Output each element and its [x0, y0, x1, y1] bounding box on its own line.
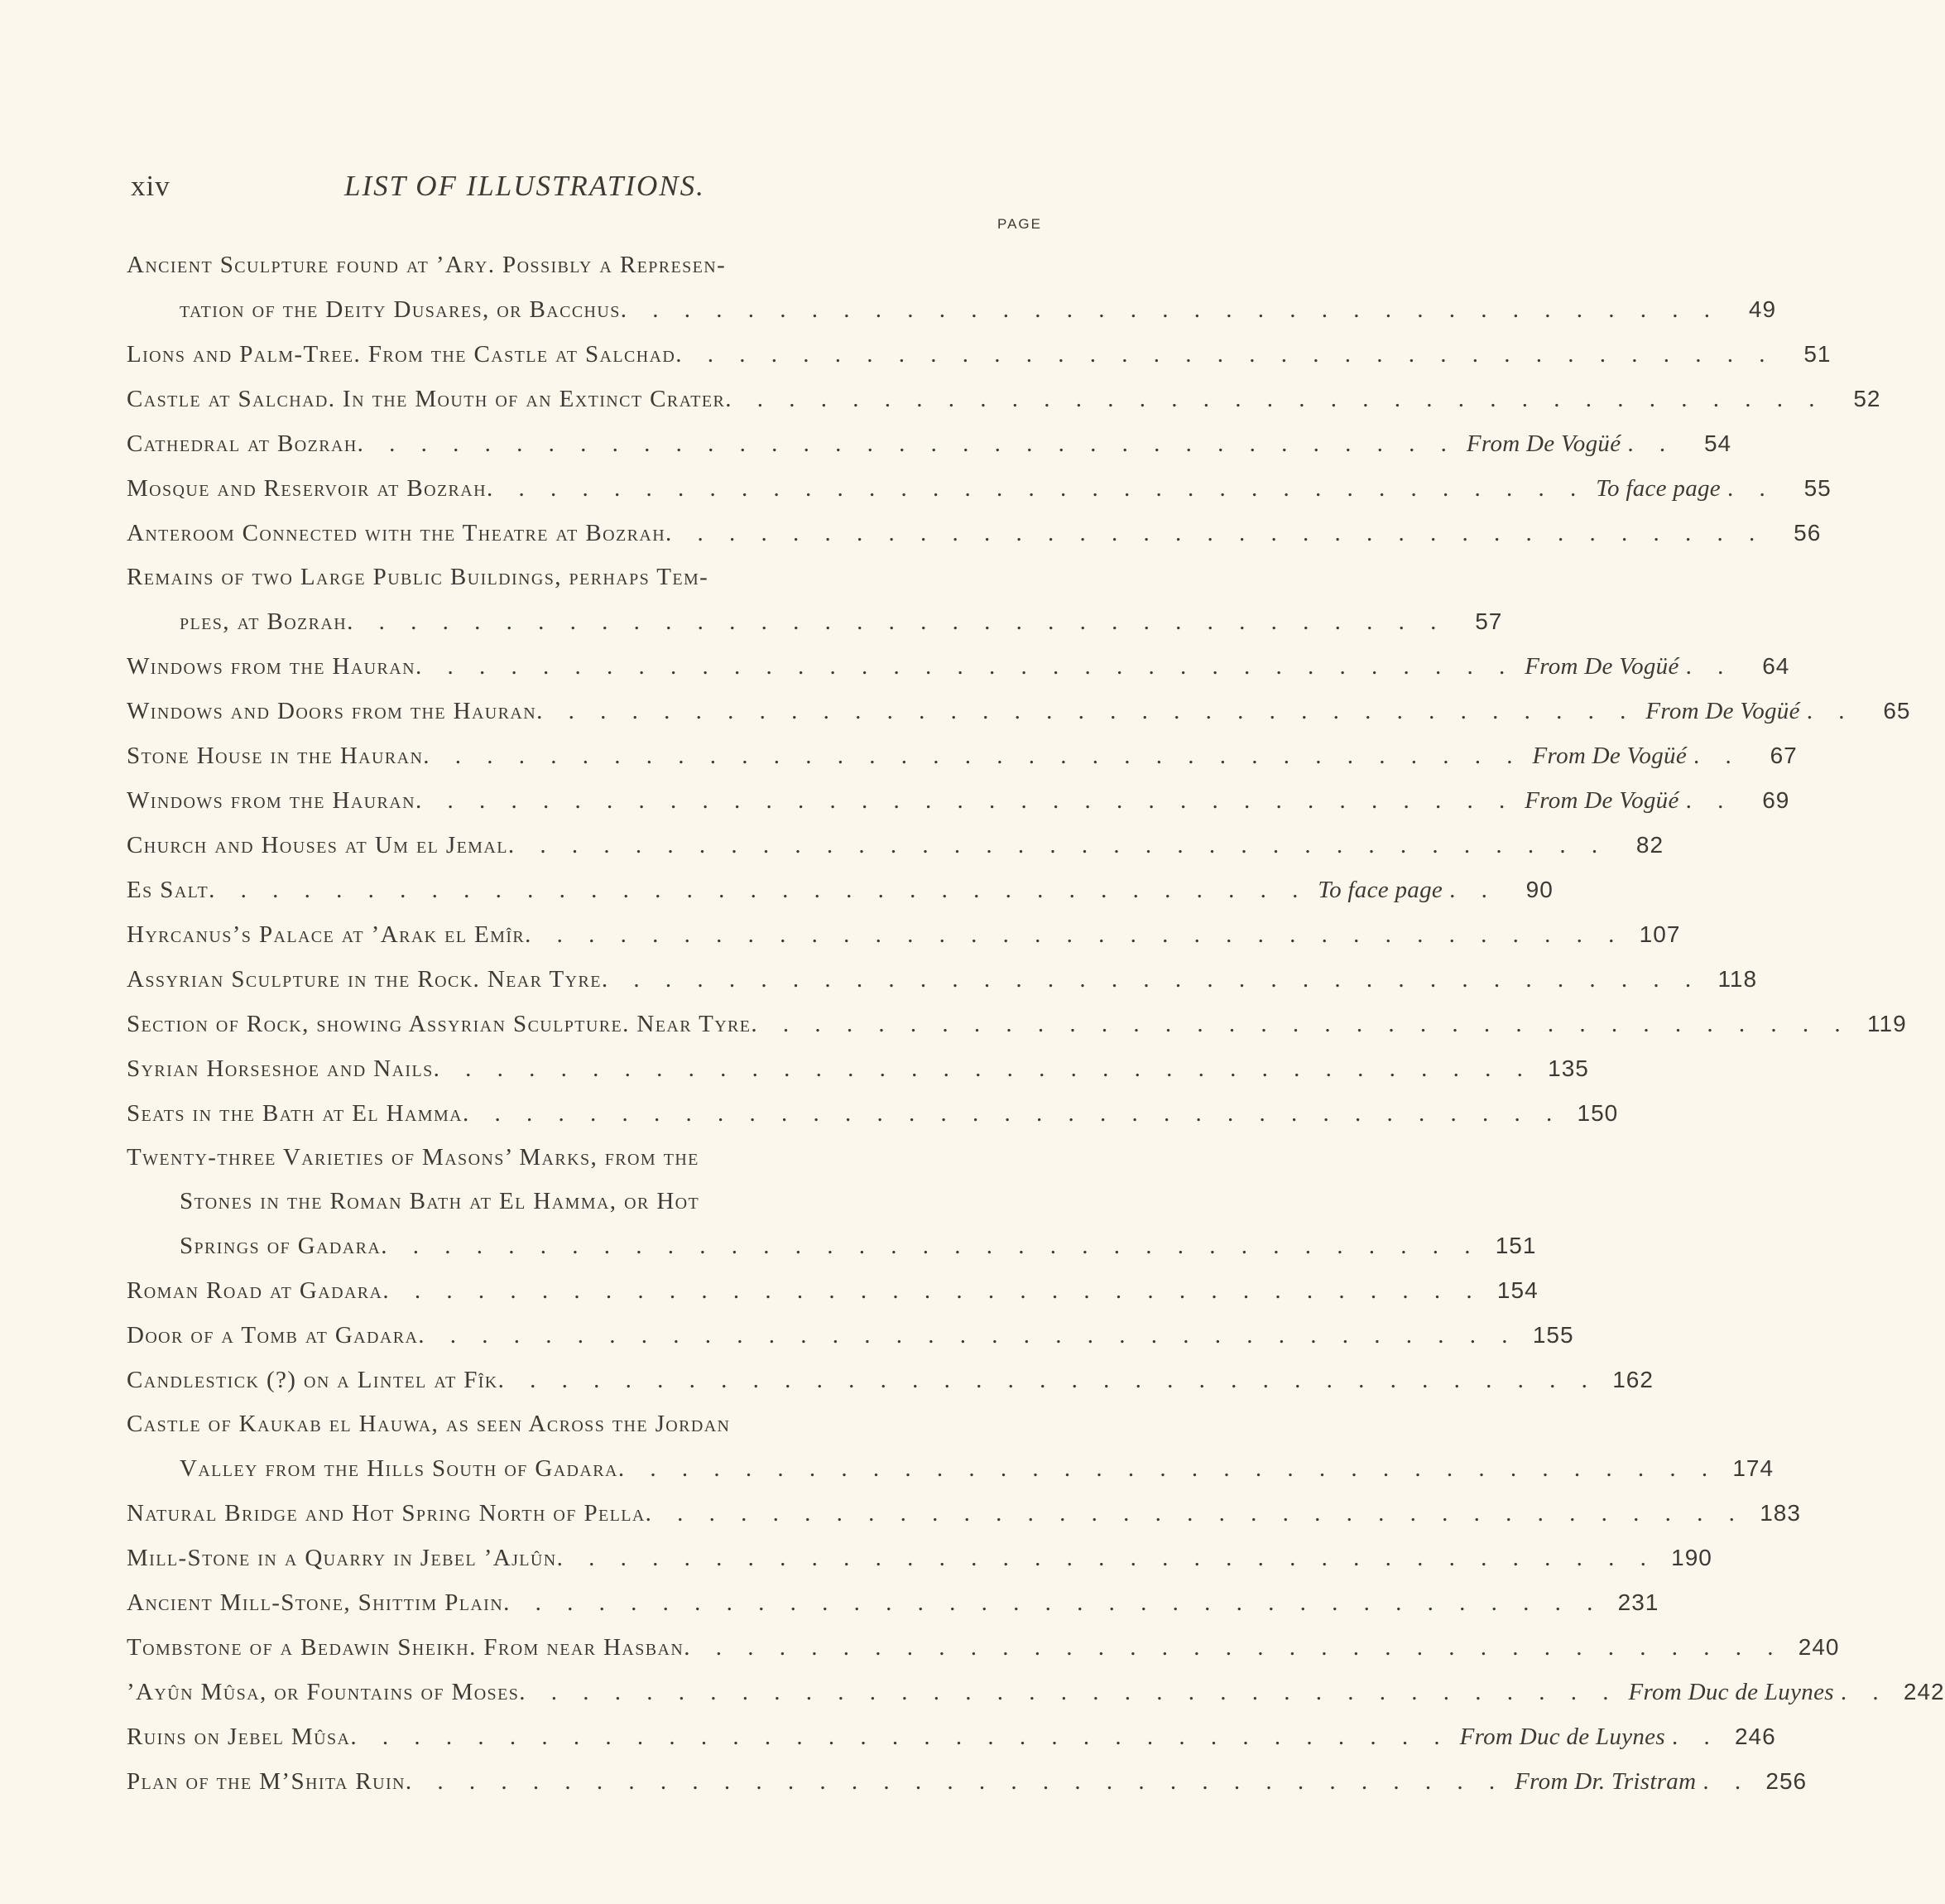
dot-leader: . .	[1685, 787, 1734, 814]
running-title: LIST OF ILLUSTRATIONS.	[344, 170, 705, 202]
entry-title: Springs of Gadara	[180, 1233, 382, 1259]
dot-leader: . . . . . . . . . . . . . . . . . . . . . . . . . . . . . . . . . . .	[350, 1724, 1450, 1750]
entry-title: ples, at Bozrah	[180, 608, 348, 635]
toc-entry-line	[127, 287, 1777, 332]
entry-title: Stone House in the Hauran	[127, 743, 424, 769]
entry-page-number: 231	[1617, 1589, 1659, 1615]
dot-leader: . . . . . . . . . . . . . . . . . . . . . . . . . . . . . . . . . . .	[665, 520, 1765, 546]
toc-entry-line	[127, 1268, 1539, 1313]
toc-entry-line	[127, 243, 1049, 287]
toc-entry-line	[127, 689, 1911, 733]
dot-leader: . .	[1685, 653, 1734, 680]
entry-source: To face page	[1596, 475, 1721, 502]
toc-entry-line	[127, 1136, 1049, 1180]
dot-leader: . . . . . . . . . . . . . . . . . . . . . . . . . . . . . . . . . . .	[617, 1455, 1718, 1482]
entry-title: Section of Rock, showing Assyrian Sculpture. Near Tyre	[127, 1011, 752, 1037]
entry-title: Mill-Stone in a Quarry in Jebel ’Ajlûn	[127, 1545, 557, 1571]
dot-leader: . . . . . . . . . . . . . . . . . . . . . . . . . . . . . . . . . . .	[519, 1679, 1619, 1705]
dot-leader: . . . . . . . . . . . . . . . . . . . . . . . . . . . . . . . . . . .	[463, 1100, 1563, 1127]
dot-leader: . .	[1693, 743, 1741, 769]
toc-entry-line	[127, 1714, 1776, 1759]
entry-page-number: 246	[1734, 1724, 1776, 1749]
entry-title: Church and Houses at Um el Jemal	[127, 832, 508, 858]
illustrations-list	[127, 243, 1945, 1804]
dot-leader: . . . . . . . . . . . . . . . . . . . . . . . . . . . . . . . . . . .	[433, 1055, 1533, 1082]
dot-leader: . . . . . . . . . . . . . . . . . . . . . . . . . . . . . . . . . . .	[675, 341, 1775, 368]
toc-entry-line	[127, 1091, 1619, 1136]
entry-title: Ancient Mill-Stone, Shittim Plain	[127, 1589, 504, 1616]
toc-entry-line	[127, 599, 1503, 644]
dot-leader: . . . . . . . . . . . . . . . . . . . . . . . . . . . . . . . . . . .	[525, 921, 1625, 948]
entry-title: Cathedral at Bozrah	[127, 430, 358, 457]
dot-leader: . . . . . . . . . . . . . . . . . . . . . . . . . . . . . . . . . . .	[645, 1500, 1745, 1527]
entry-page-number: 154	[1496, 1277, 1539, 1303]
entry-title: Stones in the Roman Bath at El Hamma, or Hot	[180, 1188, 700, 1214]
entry-title: ’Ayûn Mûsa, or Fountains of Moses	[127, 1679, 520, 1705]
toc-entry-line	[127, 1580, 1659, 1625]
entry-source: From Duc de Luynes	[1628, 1679, 1834, 1705]
toc-entry-line	[127, 733, 1798, 778]
dot-leader: . . . . . . . . . . . . . . . . . . . . . . . . . . . . . . . . . . .	[423, 743, 1523, 769]
toc-entry-line	[127, 1224, 1537, 1268]
page-header	[131, 170, 1049, 211]
entry-title: Remains of two Large Public Buildings, perhaps Tem-	[127, 564, 709, 590]
entry-page-number: 162	[1612, 1367, 1654, 1392]
dot-leader: . . . . . . . . . . . . . . . . . . . . . . . . . . . . . . . . . . .	[556, 1545, 1656, 1571]
dot-leader: . . . . . . . . . . . . . . . . . . . . . . . . . . . . . . . . . . .	[620, 296, 1721, 323]
entry-page-number: 65	[1883, 698, 1911, 724]
entry-title: Valley from the Hills South of Gadara	[180, 1455, 618, 1482]
toc-entry-line	[127, 1446, 1775, 1491]
toc-entry-line	[127, 555, 1049, 599]
entry-page-number: 69	[1762, 787, 1790, 813]
entry-page-number: 67	[1770, 743, 1798, 768]
dot-leader: . . . . . . . . . . . . . . . . . . . . . . . . . . . . . . . . . . .	[405, 1768, 1506, 1795]
folio: xiv	[131, 170, 170, 202]
entry-page-number: 190	[1671, 1545, 1712, 1570]
entry-page-number: 151	[1495, 1233, 1537, 1258]
dot-leader: . . . . . . . . . . . . . . . . . . . . . . . . . . . . . . . . . . .	[497, 1367, 1597, 1393]
entry-page-number: 135	[1548, 1055, 1589, 1081]
entry-page-number: 82	[1635, 832, 1664, 858]
toc-entry-line	[127, 912, 1681, 957]
toc-entry-line	[127, 511, 1822, 555]
dot-leader: . . . . . . . . . . . . . . . . . . . . . . . . . . . . . . . . . . .	[357, 430, 1457, 457]
dot-leader: . . . . . . . . . . . . . . . . . . . . . . . . . . . . . . . . . . .	[601, 966, 1702, 993]
dot-leader: . . . . . . . . . . . . . . . . . . . . . . . . . . . . . . . . . . .	[503, 1589, 1603, 1616]
entry-page-number: 119	[1867, 1011, 1907, 1036]
entry-title: Roman Road at Gadara	[127, 1277, 383, 1304]
entry-source: From De Vogüé	[1525, 787, 1679, 814]
toc-entry-line	[127, 1491, 1801, 1536]
dot-leader: . . . . . . . . . . . . . . . . . . . . . . . . . . . . . . . . . . .	[751, 1011, 1851, 1037]
entry-page-number: 54	[1703, 430, 1732, 456]
dot-leader: . . . . . . . . . . . . . . . . . . . . . . . . . . . . . . . . . . .	[486, 475, 1587, 502]
toc-entry-line	[127, 1046, 1589, 1091]
entry-title: tation of the Deity Dusares, or Bacchus	[180, 296, 621, 323]
toc-entry-line	[127, 868, 1554, 912]
entry-page-number: 242	[1903, 1679, 1945, 1704]
toc-entry-line	[127, 1180, 1049, 1224]
dot-leader: . .	[1840, 1679, 1889, 1705]
entry-title: Door of a Tomb at Gadara	[127, 1322, 419, 1349]
entry-page-number: 107	[1639, 921, 1681, 947]
toc-entry-line	[127, 1402, 1049, 1446]
entry-title: Es Salt	[127, 877, 209, 903]
dot-leader: . .	[1627, 430, 1676, 457]
entry-source: From De Vogüé	[1525, 653, 1679, 680]
toc-entry-line	[127, 377, 1881, 421]
entry-title: Castle of Kaukab el Hauwa, as seen Across the Jordan	[127, 1411, 731, 1437]
entry-page-number: 174	[1732, 1455, 1775, 1481]
dot-leader: . . . . . . . . . . . . . . . . . . . . . . . . . . . . . . . . . . .	[381, 1233, 1481, 1259]
entry-page-number: 90	[1525, 877, 1554, 902]
toc-entry-line	[127, 1759, 1808, 1804]
toc-entry-line	[127, 1313, 1574, 1358]
dot-leader: . . . . . . . . . . . . . . . . . . . . . . . . . . . . . . . . . . .	[507, 832, 1608, 858]
entry-title: Castle at Salchad. In the Mouth of an Extinct Crater	[127, 386, 726, 412]
toc-entry-line	[127, 332, 1832, 377]
dot-leader: . . . . . . . . . . . . . . . . . . . . . . . . . . . . . . . . . . .	[418, 1322, 1518, 1349]
entry-source: From De Vogüé	[1532, 743, 1687, 769]
entry-title: Mosque and Reservoir at Bozrah	[127, 475, 487, 502]
entry-page-number: 56	[1794, 520, 1822, 546]
toc-entry-line	[127, 1002, 1907, 1046]
dot-leader: . . . . . . . . . . . . . . . . . . . . . . . . . . . . . . . . . . .	[415, 653, 1515, 680]
entry-title: Ancient Sculpture found at ’Ary. Possibly a Represen-	[127, 252, 727, 278]
entry-title: Plan of the M’Shita Ruin	[127, 1768, 406, 1795]
toc-entry-line	[127, 1536, 1712, 1580]
entry-title: Tombstone of a Bedawin Sheikh. From near Hasban	[127, 1634, 684, 1661]
entry-page-number: 256	[1765, 1768, 1808, 1794]
toc-entry-line	[127, 957, 1758, 1002]
entry-page-number: 55	[1803, 475, 1832, 501]
dot-leader: . .	[1449, 877, 1497, 903]
entry-title: Lions and Palm-Tree. From the Castle at Salchad	[127, 341, 676, 368]
entry-title: Twenty-three Varieties of Masons’ Marks, from the	[127, 1144, 699, 1171]
entry-page-number: 52	[1853, 386, 1881, 411]
entry-page-number: 49	[1748, 296, 1777, 322]
entry-title: Windows and Doors from the Hauran	[127, 698, 537, 724]
dot-leader: . . . . . . . . . . . . . . . . . . . . . . . . . . . . . . . . . . .	[382, 1277, 1482, 1304]
entry-title: Seats in the Bath at El Hamma	[127, 1100, 463, 1127]
entry-title: Candlestick (?) on a Lintel at Fîk	[127, 1367, 498, 1393]
entry-title: Syrian Horseshoe and Nails	[127, 1055, 434, 1082]
entry-page-number: 118	[1717, 966, 1758, 992]
toc-entry-line	[127, 644, 1790, 689]
entry-page-number: 240	[1798, 1634, 1840, 1660]
dot-leader: . . . . . . . . . . . . . . . . . . . . . . . . . . . . . . . . . . .	[415, 787, 1515, 814]
toc-entry-line	[127, 466, 1832, 511]
entry-source: To face page	[1318, 877, 1443, 903]
entry-source: From De Vogüé	[1466, 430, 1621, 457]
toc-entry-line	[127, 1625, 1840, 1670]
dot-leader: . .	[1806, 698, 1855, 724]
entry-title: Windows from the Hauran	[127, 787, 415, 814]
entry-title: Assyrian Sculpture in the Rock. Near Tyre	[127, 966, 602, 993]
entry-page-number: 155	[1532, 1322, 1574, 1348]
entry-source: From Duc de Luynes	[1459, 1724, 1665, 1750]
entry-page-number: 57	[1475, 608, 1503, 634]
entry-page-number: 150	[1577, 1100, 1619, 1126]
entry-page-number: 51	[1803, 341, 1832, 367]
dot-leader: . . . . . . . . . . . . . . . . . . . . . . . . . . . . . . . . . . .	[684, 1634, 1784, 1661]
entry-title: Windows from the Hauran	[127, 653, 415, 680]
dot-leader: . . . . . . . . . . . . . . . . . . . . . . . . . . . . . . . . . . .	[347, 608, 1447, 635]
dot-leader: . .	[1671, 1724, 1720, 1750]
entry-title: Hyrcanus’s Palace at ’Arak el Emîr	[127, 921, 526, 948]
entry-page-number: 183	[1760, 1500, 1801, 1526]
toc-entry-line	[127, 1358, 1654, 1402]
dot-leader: . . . . . . . . . . . . . . . . . . . . . . . . . . . . . . . . . . .	[725, 386, 1825, 412]
dot-leader: . .	[1702, 1768, 1751, 1795]
toc-entry-line	[127, 778, 1790, 823]
dot-leader: . . . . . . . . . . . . . . . . . . . . . . . . . . . . . . . . . . .	[536, 698, 1636, 724]
entry-source: From Dr. Tristram	[1515, 1768, 1697, 1795]
page-column-label: PAGE	[997, 216, 1042, 232]
toc-entry-line	[127, 823, 1664, 868]
entry-source: From De Vogüé	[1645, 698, 1800, 724]
entry-page-number: 64	[1762, 653, 1790, 679]
dot-leader: . .	[1726, 475, 1775, 502]
toc-entry-line	[127, 1670, 1945, 1714]
dot-leader: . . . . . . . . . . . . . . . . . . . . . . . . . . . . . . . . . . .	[209, 877, 1309, 903]
toc-entry-line	[127, 421, 1732, 466]
entry-title: Ruins on Jebel Mûsa	[127, 1724, 351, 1750]
entry-title: Anteroom Connected with the Theatre at Bozrah	[127, 520, 666, 546]
entry-title: Natural Bridge and Hot Spring North of Pella	[127, 1500, 646, 1527]
